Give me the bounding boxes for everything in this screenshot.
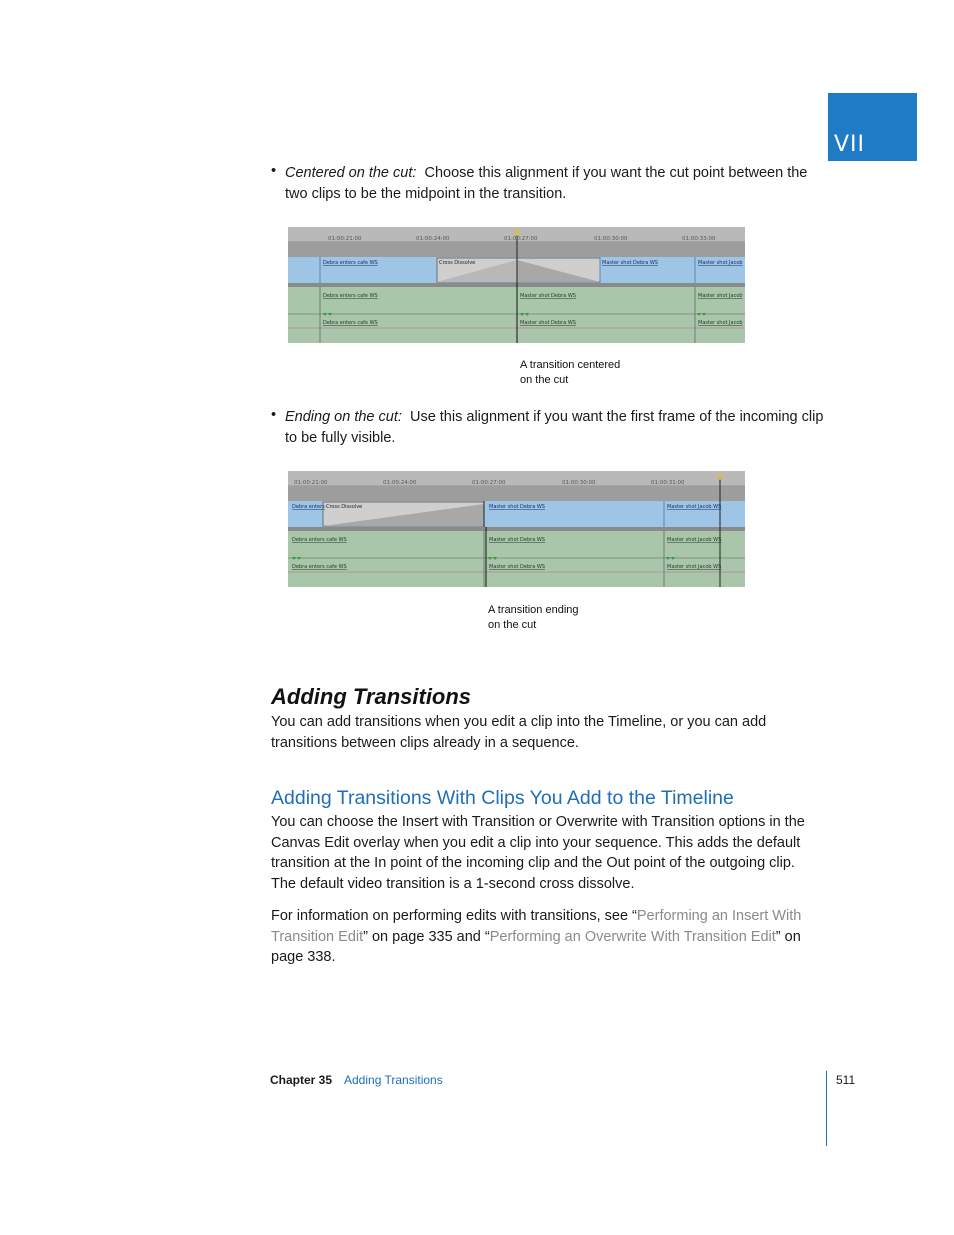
- subsection-paragraph: You can choose the Insert with Transition or Overwrite with Transition options in the Canvas Edit overlay when you edit a clip into your sequence. This adds the default transition at the In point of the incoming clip and the Out point of the outgoing clip. The default video transition is a 1-second cross dissolve.: [271, 814, 805, 892]
- bullet-term: Ending on the cut:: [285, 409, 402, 425]
- timeline-image: [288, 471, 745, 587]
- bullet-dot: •: [271, 407, 277, 423]
- callout-centered: [520, 358, 620, 388]
- audio-clip-label: Master shot Debra WS: [520, 320, 576, 326]
- callout-line: A transition centered: [520, 359, 621, 371]
- audio-clip-label: Debra enters cafe WS: [323, 320, 378, 326]
- bullet-text: Choose this alignment if you want the cut point between the two clips to be the midpoint in the transition.: [285, 165, 808, 202]
- link-insert-with-transition[interactable]: Performing an Insert With Transition Edit: [271, 908, 802, 945]
- timecode: 01:00:31:00: [651, 480, 685, 486]
- footer-chapter-title[interactable]: Adding Transitions: [344, 1073, 443, 1087]
- timecode: 01:00:27:00: [472, 480, 506, 486]
- audio-clip-label: Master shot Debra WS: [489, 537, 545, 543]
- clip-label: Master shot Jacob: [698, 260, 743, 266]
- callout-line: on the cut: [488, 619, 537, 631]
- clip-label: Master shot Debra WS: [602, 260, 658, 266]
- clip-label: Master shot Jacob WS: [667, 504, 722, 510]
- callout-line: A transition ending: [488, 604, 579, 616]
- audio-clip-label: Master shot Jacob WS: [667, 564, 722, 570]
- timecode: 01:00:24:00: [416, 236, 450, 242]
- info-mid: ” on page 335 and “: [363, 928, 490, 945]
- callout-ending: [488, 603, 579, 633]
- audio-clip-label: Debra enters cafe WS: [323, 293, 378, 299]
- timecode: 01:00:30:00: [562, 480, 596, 486]
- timecode: 01:00:21:00: [328, 236, 362, 242]
- subsection-heading: Adding Transitions With Clips You Add to the Timeline: [271, 787, 734, 809]
- audio-clip-label: Debra enters cafe WS: [292, 537, 347, 543]
- bullet-ending: [285, 407, 825, 448]
- part-tab: [828, 93, 917, 161]
- timecode: 01:00:30:00: [594, 236, 628, 242]
- link-overwrite-with-transition[interactable]: Performing an Overwrite With Transition Edit: [489, 928, 776, 945]
- audio-clip-label: Master shot Jacob: [698, 293, 743, 299]
- audio-clip-label: Master shot Debra WS: [520, 293, 576, 299]
- bullet-centered: [285, 163, 815, 204]
- info-suffix: ” on page 338.: [271, 928, 801, 965]
- timeline-figure-centered: [288, 227, 745, 343]
- timecode: 01:00:33:00: [682, 236, 716, 242]
- section-heading: Adding Transitions: [271, 684, 472, 709]
- timecode: 01:00:27:00: [504, 236, 538, 242]
- footer-divider: [826, 1071, 827, 1146]
- footer-chapter: Chapter 35: [270, 1073, 333, 1087]
- audio-clip-label: Master shot Jacob WS: [667, 537, 722, 543]
- audio-clip-label: Master shot Jacob: [698, 320, 743, 326]
- audio-clip-label: Debra enters cafe WS: [292, 564, 347, 570]
- timecode: 01:00:24:00: [383, 480, 417, 486]
- timeline-image: [288, 227, 745, 343]
- timecode: 01:00:21:00: [294, 480, 328, 486]
- info-paragraph: [271, 906, 816, 968]
- page-number: 511: [836, 1073, 856, 1087]
- callout-line: on the cut: [520, 374, 569, 386]
- clip-label: Debra enters cafe WS: [323, 260, 378, 266]
- timeline-figure-ending: [288, 471, 745, 587]
- bullet-dot: •: [271, 163, 277, 179]
- transition-label: Cross Dissolve: [326, 504, 363, 510]
- info-prefix: For information on performing edits with transitions, see “: [271, 908, 637, 924]
- bullet-text: Use this alignment if you want the first frame of the incoming clip to be fully visible.: [285, 409, 824, 446]
- clip-label: Master shot Debra WS: [489, 504, 545, 510]
- transition-label: Cross Dissolve: [439, 260, 476, 266]
- section-intro: You can add transitions when you edit a clip into the Timeline, or you can add transitions between clips already in a sequence.: [271, 714, 767, 751]
- part-tab-label: VII: [834, 132, 866, 157]
- clip-label: Debra enters: [292, 504, 325, 510]
- audio-clip-label: Master shot Debra WS: [489, 564, 545, 570]
- bullet-term: Centered on the cut:: [285, 165, 417, 181]
